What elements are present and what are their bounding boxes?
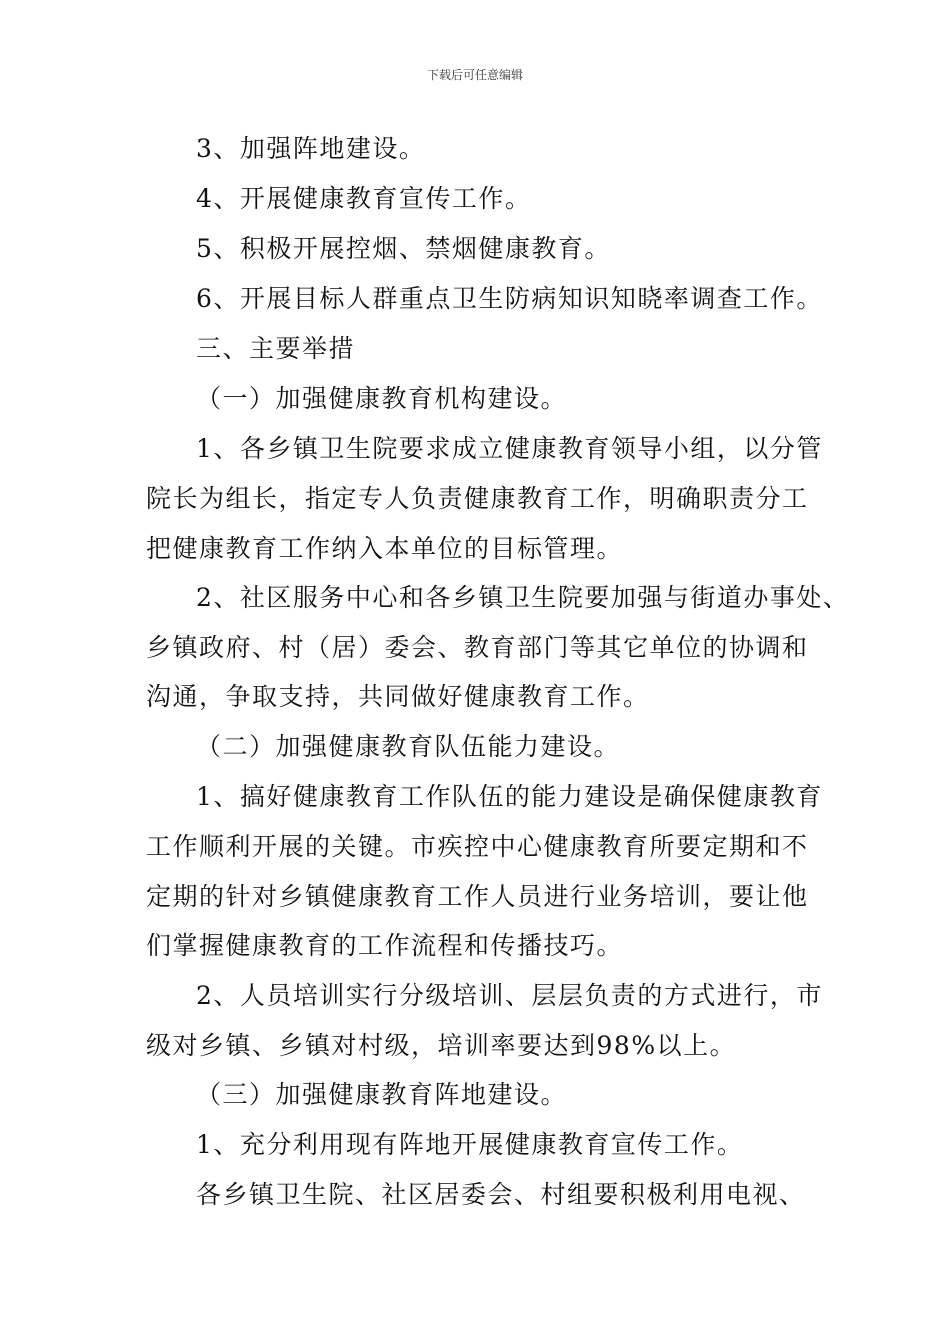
paragraph-line: 工作顺利开展的关键。市疾控中心健康教育所要定期和不 xyxy=(146,832,809,861)
paragraph-line: 1、充分利用现有阵地开展健康教育宣传工作。 xyxy=(196,1130,744,1159)
page-header: 下载后可任意编辑 xyxy=(426,68,523,82)
subsection-heading: （二）加强健康教育队伍能力建设。 xyxy=(196,732,621,761)
paragraph-line: 4、开展健康教育宣传工作。 xyxy=(196,184,532,213)
paragraph-line: 3、加强阵地建设。 xyxy=(196,134,426,163)
subsection-heading: （三）加强健康教育阵地建设。 xyxy=(196,1080,568,1109)
paragraph-line: 院长为组长，指定专人负责健康教育工作，明确职责分工 xyxy=(146,484,809,513)
paragraph-line: 6、开展目标人群重点卫生防病知识知晓率调查工作。 xyxy=(196,284,823,313)
paragraph-line: 1、搞好健康教育工作队伍的能力建设是确保健康教育 xyxy=(196,782,823,811)
paragraph-line: 2、人员培训实行分级培训、层层负责的方式进行，市 xyxy=(196,981,823,1010)
paragraph-line: 乡镇政府、村（居）委会、教育部门等其它单位的协调和 xyxy=(146,633,809,662)
paragraph-line: 们掌握健康教育的工作流程和传播技巧。 xyxy=(146,931,624,960)
paragraph-line: 把健康教育工作纳入本单位的目标管理。 xyxy=(146,534,624,563)
paragraph-line: 沟通，争取支持，共同做好健康教育工作。 xyxy=(146,682,650,711)
paragraph-line: 定期的针对乡镇健康教育工作人员进行业务培训，要让他 xyxy=(146,882,809,911)
section-heading: 三、主要举措 xyxy=(196,334,356,363)
paragraph-line: 1、各乡镇卫生院要求成立健康教育领导小组，以分管 xyxy=(196,434,823,463)
subsection-heading: （一）加强健康教育机构建设。 xyxy=(196,384,568,413)
paragraph-line: 2、社区服务中心和各乡镇卫生院要加强与街道办事处、 xyxy=(196,583,850,612)
paragraph-line: 各乡镇卫生院、社区居委会、村组要积极利用电视、 xyxy=(196,1180,806,1209)
paragraph-line: 级对乡镇、乡镇对村级，培训率要达到98%以上。 xyxy=(146,1031,737,1060)
paragraph-line: 5、积极开展控烟、禁烟健康教育。 xyxy=(196,234,611,263)
